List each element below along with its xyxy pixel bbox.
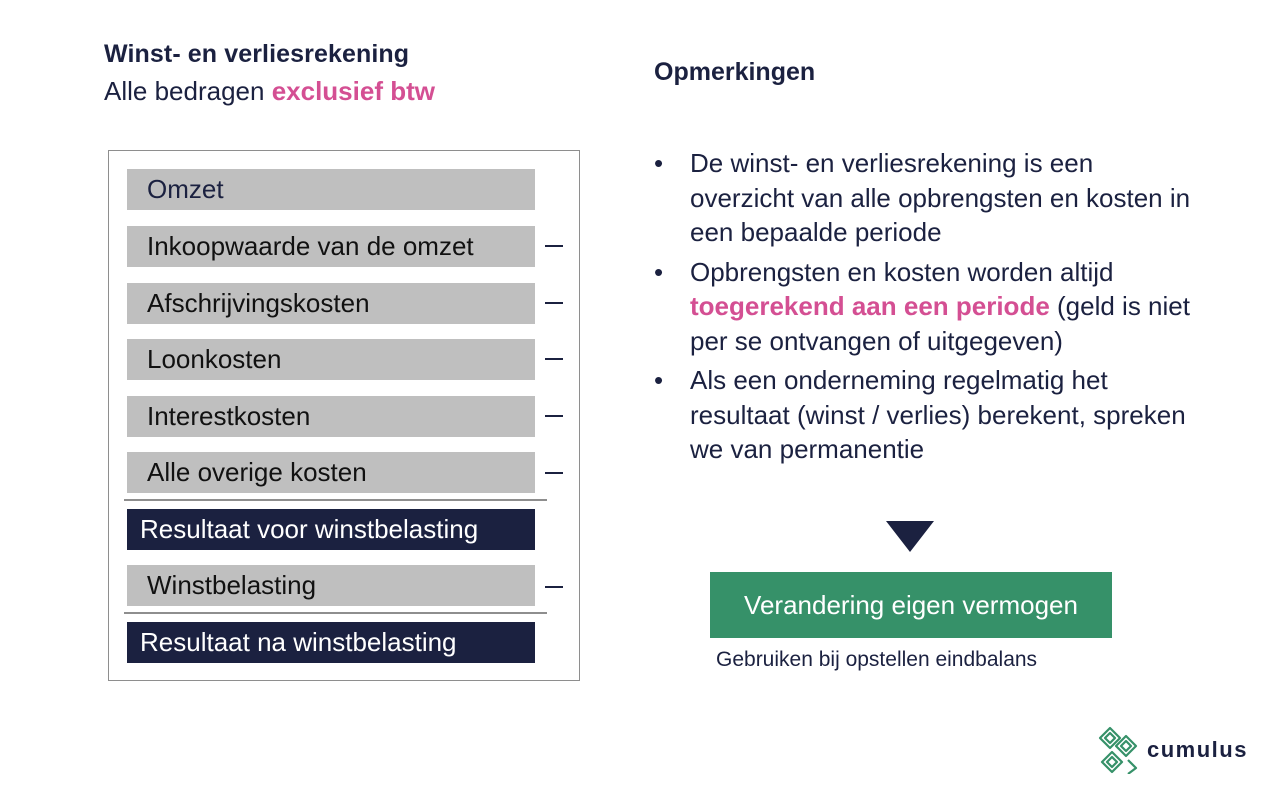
notes-title: Opmerkingen <box>654 58 816 86</box>
statement-row-resultaat-na: Resultaat na winstbelasting <box>127 622 535 663</box>
minus-icon <box>545 586 563 588</box>
statement-row-resultaat-voor: Resultaat voor winstbelasting <box>127 509 535 550</box>
statement-row-winstbelasting: Winstbelasting <box>127 565 535 606</box>
note-text: De winst- en verliesrekening is een overzicht van alle opbrengsten en kosten in een bepaalde periode <box>690 148 1191 247</box>
note-text: Als een onderneming regelmatig het resultaat (winst / verlies) berekent, spreken we van permanentie <box>690 365 1186 464</box>
statement-row-omzet: Omzet <box>127 169 535 210</box>
equity-change-box: Verandering eigen vermogen <box>710 572 1112 638</box>
logo-text: cumulus <box>1147 737 1248 762</box>
arrow-down-icon <box>886 521 934 552</box>
statement-row-loonkosten: Loonkosten <box>127 339 535 380</box>
statement-row-inkoopwaarde: Inkoopwaarde van de omzet <box>127 226 535 267</box>
note-text-suffix: (geld is niet per se ontvangen of uitgegeven) <box>690 291 1190 356</box>
note-item <box>654 255 1194 359</box>
notes-list <box>654 146 1194 472</box>
statement-row-overige-kosten: Alle overige kosten <box>127 452 535 493</box>
note-text-accent: toegerekend aan een periode <box>690 291 1050 321</box>
total-divider <box>124 612 547 614</box>
subtitle-prefix: Alle bedragen <box>104 76 272 106</box>
note-item <box>654 146 1194 250</box>
cumulus-logo-icon <box>1098 726 1140 774</box>
minus-icon <box>545 358 563 360</box>
statement-row-afschrijvingskosten: Afschrijvingskosten <box>127 283 535 324</box>
minus-icon <box>545 245 563 247</box>
subtitle-accent: exclusief btw <box>271 76 435 106</box>
note-item <box>654 363 1194 467</box>
page-title: Winst- en verliesrekening <box>104 40 410 68</box>
minus-icon <box>545 415 563 417</box>
bullet-icon: • <box>654 148 664 178</box>
minus-icon <box>545 472 563 474</box>
statement-row-interestkosten: Interestkosten <box>127 396 535 437</box>
minus-icon <box>545 302 563 304</box>
equity-change-caption: Gebruiken bij opstellen eindbalans <box>716 648 1038 671</box>
bullet-icon: • <box>654 256 664 287</box>
page-subtitle <box>104 76 435 107</box>
note-text-prefix: Opbrengsten en kosten worden altijd <box>690 256 1114 287</box>
subtotal-divider <box>124 499 547 501</box>
bullet-icon: • <box>654 365 664 395</box>
